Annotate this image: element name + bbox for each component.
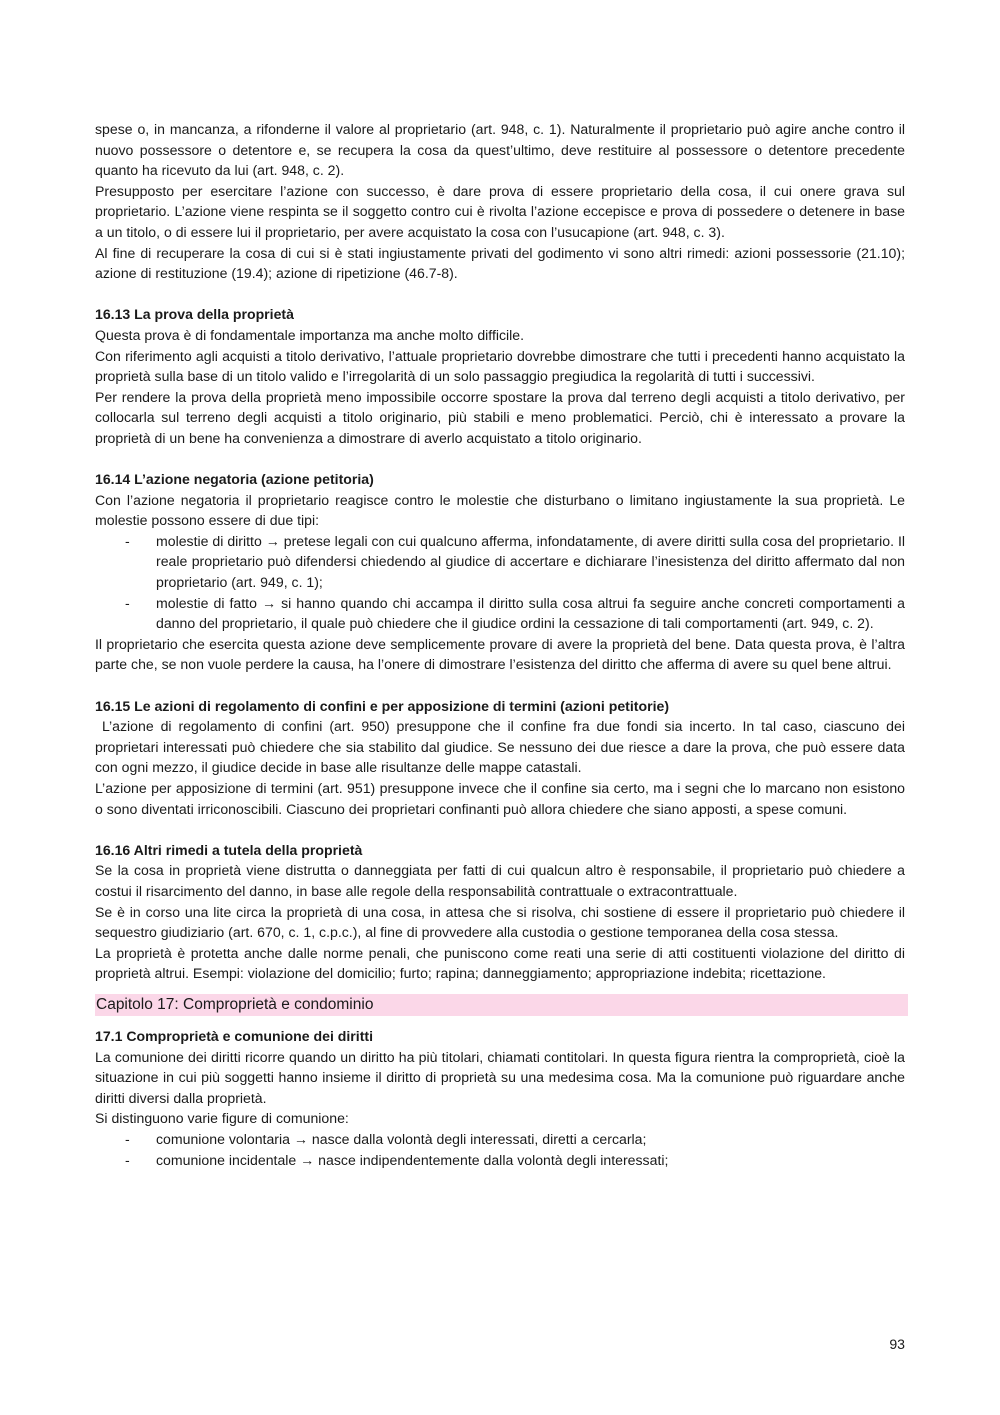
section-heading: 17.1 Comproprietà e comunione dei diritti: [95, 1027, 374, 1044]
chapter-heading: Capitolo 17: Comproprietà e condominio: [95, 994, 908, 1016]
paragraph: Al fine di recuperare la cosa di cui si è stati ingiustamente privati del godimento vi sono altri rimedi: azioni possessorie (21.10); azione di restituzione (19.4); azione di ripetizione (46.7-8).: [95, 244, 905, 282]
paragraph: Se è in corso una lite circa la proprietà di una cosa, in attesa che si risolva, chi sostiene di essere il proprietario può chiedere il sequestro giudiziario (art. 670, c. 1, c.p.c.), al fine di provvedere alla custodia o gestione temporanea della cosa stessa.: [95, 903, 905, 941]
paragraph: Questa prova è di fondamentale importanza ma anche molto difficile.: [95, 326, 525, 343]
bullet-list: [95, 1129, 905, 1170]
paragraph: L’azione di regolamento di confini (art. 950) presuppone che il confine fra due fondi sia incerto. In tal caso, ciascuno dei proprietari interessati può chiedere che sia stabilito dal giudice. Se nessuno dei due riesce a dare la prova, che può essere data con ogni mezzo, il giudice decide in base alle risultanze delle mappe catastali.: [95, 718, 909, 776]
list-item: - molestie di diritto → pretese legali con cui qualcuno afferma, infondatamente, di avere diritti sulla cosa del proprietario. Il reale proprietario può difendersi chiedendo al giudice di accertare e dichiarare l’inesistenza del diritto affermato dal non proprietario (art. 949, c. 1);: [125, 532, 905, 591]
paragraph: Per rendere la prova della proprietà meno impossibile occorre spostare la prova dal terreno degli acquisti a titolo derivativo, per collocarla sul terreno degli acquisti a titolo originario, più stabili e meno problematici. Perciò, chi è interessato a provare la proprietà di un bene ha convenienza a dimostrare di averlo acquistato a titolo originario.: [95, 388, 905, 446]
section-heading: 16.14 L’azione negatoria (azione petitoria): [95, 471, 374, 488]
paragraph: spese o, in mancanza, a rifonderne il valore al proprietario (art. 948, c. 1). Naturalmente il proprietario può agire anche contro il nuovo possessore o detentore e, se recupera la cosa da quest’ultimo, deve restituire al possessore o detentore precedente quanto ha ricevuto da lui (art. 948, c. 2).: [95, 121, 905, 179]
paragraph: La proprietà è protetta anche dalle norme penali, che puniscono come reati una serie di atti costituenti violazione del diritto di proprietà altrui. Esempi: violazione del domicilio; furto; rapina; danneggiamento; appropriazione indebita; ricettazione.: [95, 944, 905, 982]
section-heading: 16.16 Altri rimedi a tutela della proprietà: [95, 841, 363, 858]
paragraph: Con l’azione negatoria il proprietario reagisce contro le molestie che disturbano o limitano ingiustamente la sua proprietà. Le molestie possono essere di due tipi:: [95, 491, 905, 529]
paragraph: La comunione dei diritti ricorre quando un diritto ha più titolari, chiamati contitolari. In questa figura rientra la comproprietà, cioè la situazione in cui più soggetti hanno insieme il diritto di proprietà su una medesima cosa. Ma la comunione può riguardare anche diritti diversi dalla proprietà.: [95, 1048, 905, 1106]
dash-bullet: -: [125, 1151, 130, 1168]
paragraph: Con riferimento agli acquisti a titolo derivativo, l’attuale proprietario dovrebbe dimostrare che tutti i precedenti hanno acquistato la proprietà sulla base di un titolo valido e l’irregolarità di un solo passaggio pregiudica la regolarità di tutti i successivi.: [95, 347, 905, 385]
paragraph: Presupposto per esercitare l’azione con successo, è dare prova di essere proprietario della cosa, il cui onere grava sul proprietario. L’azione viene respinta se il soggetto contro cui è rivolta l’azione eccepisce e prova di possedere o detenere in base a un titolo, o di essere lui il proprietario, per avere acquistato la cosa con l’usucapione (art. 948, c. 3).: [95, 182, 905, 240]
paragraph: Se la cosa in proprietà viene distrutta o danneggiata per fatti di cui qualcun altro è responsabile, il proprietario può chiedere a costui il risarcimento del danno, in base alle regole della responsabilità contrattuale o extracontrattuale.: [95, 862, 905, 899]
paragraph: L’azione per apposizione di termini (art. 951) presuppone invece che il confine sia certo, ma i segni che lo marcano non esistono o sono diventati irriconoscibili. Ciascuno dei proprietari confinanti può allora chiedere che siano apposti, a spese comuni.: [95, 780, 905, 817]
list-item: - comunione incidentale → nasce indipendentemente dalla volontà degli interessati;: [95, 1150, 905, 1171]
paragraph: Il proprietario che esercita questa azione deve semplicemente provare di avere la proprietà del bene. Data questa prova, è l’altra parte che, se non vuole perdere la causa, ha l’onere di dimostrare l’esistenza del diritto che afferma di avere su quel bene altrui.: [95, 635, 905, 673]
dash-bullet: -: [125, 1130, 130, 1147]
section-heading: 16.13 La prova della proprietà: [95, 306, 294, 323]
list-item: - comunione volontaria → nasce dalla volontà degli interessati, diretti a cercarla;: [95, 1129, 905, 1150]
bullet-list: [95, 531, 905, 634]
dash-bullet: -: [125, 532, 130, 549]
dash-bullet: -: [125, 594, 130, 611]
list-item: - molestie di fatto → si hanno quando chi accampa il diritto sulla cosa altrui fa seguire anche concreti comportamenti a danno del proprietario, il quale può chiedere che il giudice ordini la cessazione di tali comportamenti (art. 949, c. 2).: [125, 594, 905, 632]
paragraph: Si distinguono varie figure di comunione:: [95, 1110, 349, 1127]
section-heading: 16.15 Le azioni di regolamento di confini e per apposizione di termini (azioni petitorie): [95, 697, 670, 714]
page-number: 93: [889, 1336, 905, 1352]
document-page: [95, 119, 909, 1170]
